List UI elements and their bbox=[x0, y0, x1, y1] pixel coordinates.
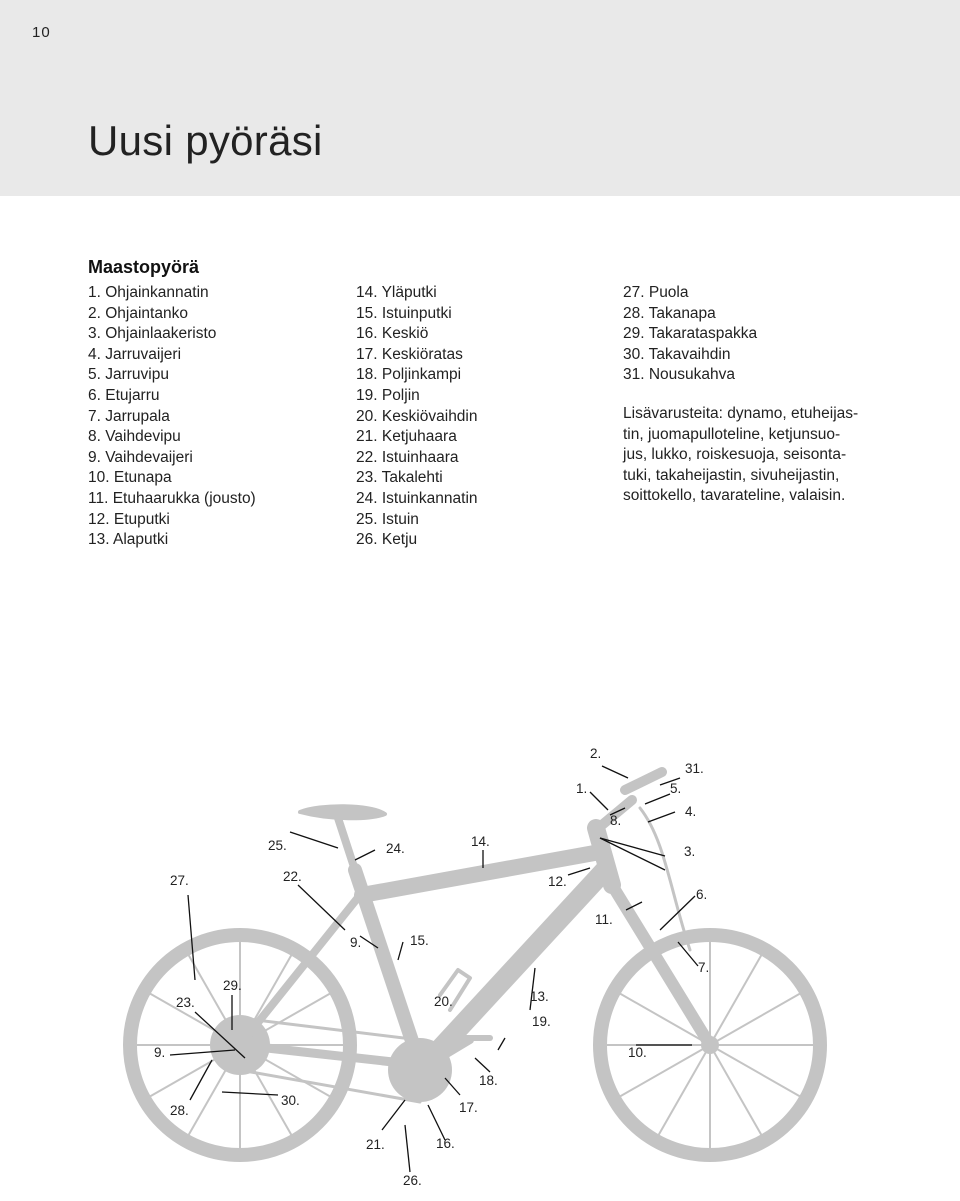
parts-list-column-3 bbox=[623, 283, 757, 386]
callout-label: 14. bbox=[471, 834, 490, 849]
callout-label: 20. bbox=[434, 994, 453, 1009]
callout-label: 30. bbox=[281, 1093, 300, 1108]
part-item: 15. Istuinputki bbox=[356, 304, 452, 322]
brake-cable bbox=[640, 808, 690, 950]
part-item: 11. Etuhaarukka (jousto) bbox=[88, 489, 256, 507]
callout-label: 9. bbox=[154, 1045, 166, 1060]
accessories-paragraph bbox=[623, 404, 873, 507]
callout-label: 31. bbox=[685, 761, 704, 776]
callout-label: 9. bbox=[350, 935, 362, 950]
callout-label: 15. bbox=[410, 933, 429, 948]
part-item: 28. Takanapa bbox=[623, 304, 716, 322]
part-item: 7. Jarrupala bbox=[88, 407, 170, 425]
callout-label: 17. bbox=[459, 1100, 478, 1115]
accessories-line: tuki, takaheijastin, sivuheijastin, bbox=[623, 466, 840, 484]
callout-label: 1. bbox=[576, 781, 588, 796]
callout-label: 23. bbox=[176, 995, 195, 1010]
part-item: 31. Nousukahva bbox=[623, 366, 736, 384]
callout-label: 16. bbox=[436, 1136, 455, 1151]
callout-label: 10. bbox=[628, 1045, 647, 1060]
callout-label: 12. bbox=[548, 874, 567, 889]
part-item: 18. Poljinkampi bbox=[356, 366, 462, 384]
callout-label: 6. bbox=[696, 887, 708, 902]
part-item: 8. Vaihdevipu bbox=[88, 428, 181, 446]
part-item: 1. Ohjainkannatin bbox=[88, 284, 209, 301]
accessories-line: soittokello, tavarateline, valaisin. bbox=[623, 487, 846, 505]
callout-label: 24. bbox=[386, 841, 405, 856]
down-tube bbox=[425, 870, 605, 1065]
saddle bbox=[300, 806, 385, 818]
part-item: 24. Istuinkannatin bbox=[356, 489, 478, 507]
part-item: 19. Poljin bbox=[356, 386, 420, 404]
callout-label: 26. bbox=[403, 1173, 422, 1188]
callout-label: 7. bbox=[698, 960, 710, 975]
seat-post bbox=[338, 818, 355, 870]
callout-label: 13. bbox=[530, 989, 549, 1004]
part-item: 16. Keskiö bbox=[356, 325, 429, 343]
part-item: 5. Jarruvipu bbox=[88, 366, 169, 384]
callout-label: 3. bbox=[684, 844, 696, 859]
accessories-line: tin, juomapulloteline, ketjunsuo- bbox=[623, 425, 841, 443]
part-item: 13. Alaputki bbox=[88, 531, 169, 549]
header-band bbox=[0, 0, 960, 196]
parts-list-column-1 bbox=[88, 283, 256, 551]
callout-label: 19. bbox=[532, 1014, 551, 1029]
part-item: 29. Takarataspakka bbox=[623, 325, 758, 343]
callout-label: 28. bbox=[170, 1103, 189, 1118]
part-item: 25. Istuin bbox=[356, 510, 419, 528]
callout-label: 4. bbox=[685, 804, 697, 819]
part-item: 30. Takavaihdin bbox=[623, 345, 731, 363]
part-item: 23. Takalehti bbox=[356, 469, 443, 487]
callout-label: 22. bbox=[283, 869, 302, 884]
parts-list-column-2 bbox=[356, 283, 478, 551]
callout-label: 29. bbox=[223, 978, 242, 993]
part-item: 4. Jarruvaijeri bbox=[88, 345, 182, 363]
part-item: 21. Ketjuhaara bbox=[356, 428, 457, 446]
part-item: 6. Etujarru bbox=[88, 386, 160, 404]
part-item: 26. Ketju bbox=[356, 531, 418, 549]
page-number: 10 bbox=[32, 24, 51, 41]
part-item: 2. Ohjaintanko bbox=[88, 304, 188, 322]
bicycle-diagram bbox=[0, 720, 960, 1201]
callout-label: 18. bbox=[479, 1073, 498, 1088]
part-item: 9. Vaihdevaijeri bbox=[88, 448, 193, 466]
callout-label: 27. bbox=[170, 873, 189, 888]
callout-label: 2. bbox=[590, 746, 602, 761]
callout-label: 5. bbox=[670, 781, 682, 796]
part-item: 14. Yläputki bbox=[356, 284, 437, 301]
page-title: Uusi pyöräsi bbox=[88, 117, 323, 164]
section-heading: Maastopyörä bbox=[88, 257, 200, 277]
accessories-line: Lisävarusteita: dynamo, etuheijas- bbox=[623, 405, 859, 422]
part-item: 17. Keskiöratas bbox=[356, 345, 463, 363]
part-item: 12. Etuputki bbox=[88, 510, 170, 528]
callout-label: 8. bbox=[610, 813, 622, 828]
part-item: 27. Puola bbox=[623, 284, 689, 301]
accessories-line: jus, lukko, roiskesuoja, seisonta- bbox=[623, 446, 847, 464]
handlebar bbox=[625, 772, 662, 790]
part-item: 20. Keskiövaihdin bbox=[356, 407, 478, 425]
part-item: 10. Etunapa bbox=[88, 469, 172, 487]
part-item: 22. Istuinhaara bbox=[356, 448, 459, 466]
bicycle-illustration bbox=[130, 772, 820, 1155]
part-item: 3. Ohjainlaakeristo bbox=[88, 325, 217, 343]
callout-label: 25. bbox=[268, 838, 287, 853]
callout-label: 21. bbox=[366, 1137, 385, 1152]
callout-label: 11. bbox=[595, 912, 613, 927]
